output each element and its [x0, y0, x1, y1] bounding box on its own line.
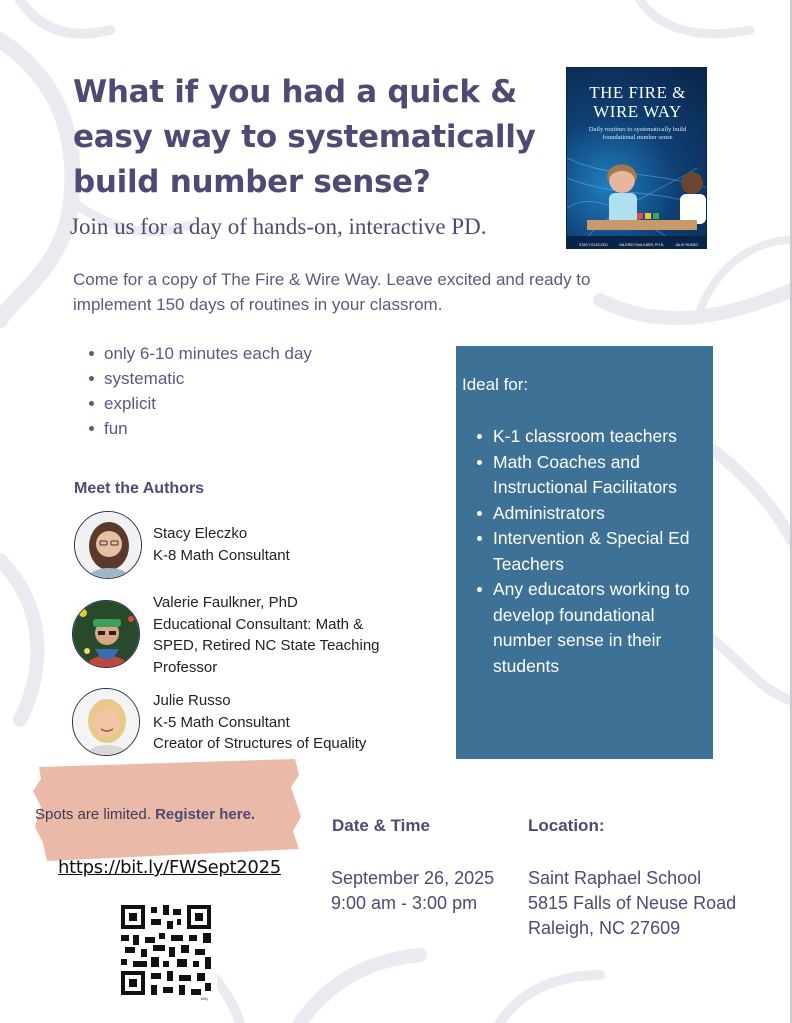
- author-role: Educational Consultant: Math &: [153, 615, 364, 633]
- list-item: systematic: [88, 366, 312, 391]
- author-role: K-8 Math Consultant: [153, 546, 290, 564]
- list-item: fun: [88, 416, 312, 441]
- authors-heading: Meet the Authors: [74, 480, 205, 497]
- list-item: Administrators: [476, 501, 706, 527]
- headline-line: easy way to systematically: [73, 119, 536, 155]
- headline-line: build number sense?: [73, 164, 431, 200]
- date-time-details: [331, 866, 494, 916]
- author-name: Stacy Eleczko: [153, 525, 248, 542]
- list-item: Intervention & Special Ed Teachers: [476, 526, 706, 577]
- list-item: only 6-10 minutes each day: [88, 341, 312, 366]
- author-role: Professor: [153, 658, 218, 676]
- location-name: Saint Raphael School: [528, 868, 702, 888]
- location-city: Raleigh, NC 27609: [528, 918, 681, 938]
- registration-url[interactable]: https://bit.ly/FWSept2025: [58, 857, 281, 878]
- list-item: Math Coaches and Instructional Facilitators: [476, 450, 706, 501]
- event-time: 9:00 am - 3:00 pm: [331, 893, 478, 913]
- author-name: Valerie Faulkner, PhD: [153, 594, 298, 611]
- list-item: Any educators working to develop foundational number sense in their students: [476, 577, 706, 679]
- list-item: K-1 classroom teachers: [476, 424, 706, 450]
- intro-text: [73, 267, 713, 317]
- book-cover: [566, 67, 707, 249]
- qr-code[interactable]: [121, 905, 217, 1001]
- author-role: K-5 Math Consultant: [153, 713, 290, 731]
- audience-list: [476, 424, 706, 679]
- avatar: [72, 600, 140, 668]
- author-bio: [153, 690, 366, 755]
- list-item: explicit: [88, 391, 312, 416]
- subheadline: Join us for a day of hands-on, interactive PD.: [70, 214, 487, 239]
- location-details: [528, 866, 736, 941]
- book-subtitle: Daily routines to systematically build foundational number sense: [588, 126, 687, 141]
- event-date: September 26, 2025: [331, 868, 495, 888]
- register-link[interactable]: Register here.: [155, 806, 256, 823]
- spots-text: Spots are limited.: [35, 806, 151, 823]
- location-street: 5815 Falls of Neuse Road: [528, 893, 737, 913]
- author-bio: [153, 592, 380, 678]
- svg-text:JULIE RUSSO: JULIE RUSSO: [675, 243, 698, 247]
- book-title-line: WIRE WAY: [593, 102, 682, 121]
- location-heading: Location:: [528, 816, 605, 835]
- svg-text:bitly: bitly: [201, 996, 209, 1001]
- book-title-line: THE FIRE &: [589, 83, 686, 102]
- avatar: [74, 511, 142, 579]
- svg-text:STACY ELECZKO: STACY ELECZKO: [579, 243, 608, 247]
- author-photo: [75, 512, 142, 579]
- registration-note: [35, 806, 255, 823]
- intro-line: implement 150 days of routines in your classrom.: [73, 295, 443, 314]
- author-photo: [73, 689, 140, 756]
- feature-list: [88, 341, 312, 441]
- headline: [73, 70, 543, 205]
- date-time-heading: Date & Time: [332, 816, 430, 835]
- headline-line: What if you had a quick &: [73, 74, 517, 110]
- avatar: [72, 688, 140, 756]
- book-title: [567, 83, 707, 121]
- author-role: SPED, Retired NC State Teaching: [153, 637, 380, 654]
- author-bio: [153, 523, 290, 566]
- author-photo: [73, 601, 140, 668]
- ideal-for-label: Ideal for:: [462, 375, 529, 394]
- svg-text:VALERIE FAULKNER, PH.D.: VALERIE FAULKNER, PH.D.: [619, 243, 665, 247]
- ideal-for-panel: [456, 346, 713, 759]
- intro-line: Come for a copy of The Fire & Wire Way. Leave excited and ready to: [73, 270, 591, 289]
- author-role: Creator of Structures of Equality: [153, 735, 367, 752]
- author-name: Julie Russo: [153, 692, 231, 709]
